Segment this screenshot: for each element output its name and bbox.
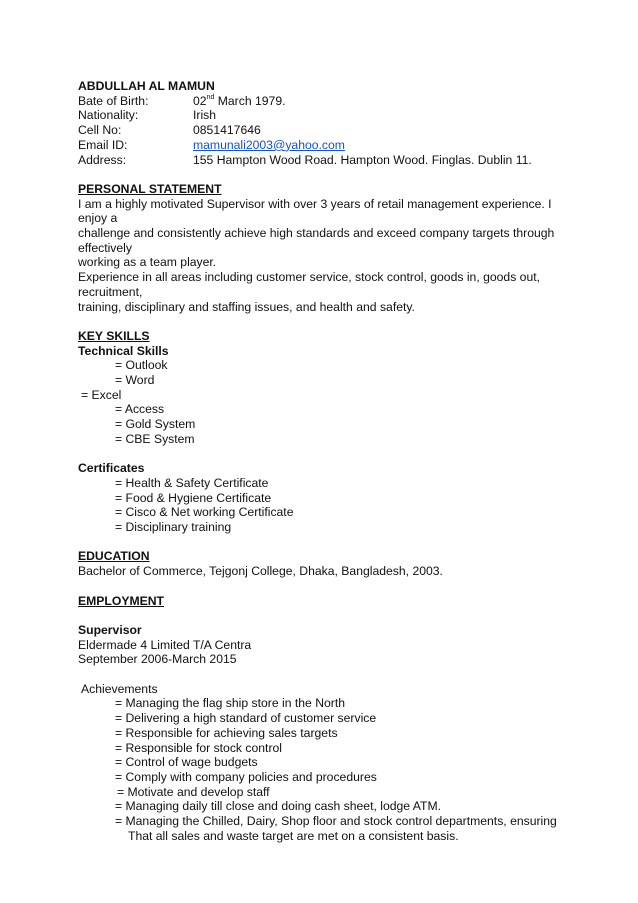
email-link[interactable]: mamunali2003@yahoo.com: [193, 137, 345, 152]
achievement-item: = Comply with company policies and procedures: [115, 769, 377, 784]
statement-line: challenge and consistently achieve high standards and exceed company targets through effectively: [78, 226, 555, 255]
achievements-heading: Achievements: [81, 681, 158, 696]
certificate-item: = Food & Hygiene Certificate: [115, 490, 272, 505]
personal-row-cell: [78, 123, 558, 138]
cell-label: Cell No:: [78, 123, 122, 138]
technical-skills-heading: Technical Skills: [78, 343, 169, 358]
key-skills-heading: KEY SKILLS: [78, 328, 150, 343]
skill-item: = Gold System: [115, 417, 196, 432]
achievement-item: = Responsible for achieving sales targets: [115, 725, 338, 740]
achievement-item: = Managing the Chilled, Dairy, Shop floor and stock control departments, ensuring: [115, 814, 557, 829]
employment-period: September 2006-March 2015: [78, 652, 237, 667]
skill-item: = CBE System: [115, 431, 195, 446]
achievement-item: = Motivate and develop staff: [117, 784, 270, 799]
achievement-item: = Delivering a high standard of customer service: [115, 711, 377, 726]
dob-label: Bate of Birth:: [78, 93, 149, 108]
skill-item: = Word: [115, 373, 155, 388]
resume-document: [78, 79, 558, 843]
address-value: 155 Hampton Wood Road. Hampton Wood. Finglas. Dublin 11.: [193, 152, 532, 167]
certificate-item: = Disciplinary training: [115, 520, 232, 535]
skill-item: = Outlook: [115, 358, 168, 373]
job-title: Supervisor: [78, 622, 142, 637]
education-line: Bachelor of Commerce, Tejgonj College, Dhaka, Bangladesh, 2003.: [78, 564, 443, 579]
achievement-item: = Managing daily till close and doing cash sheet, lodge ATM.: [115, 799, 441, 814]
education-heading: EDUCATION: [78, 549, 150, 564]
skill-item: = Access: [115, 402, 165, 417]
nationality-label: Nationality:: [78, 108, 139, 123]
statement-line: Experience in all areas including customer service, stock control, goods in, goods out, recruitment,: [78, 270, 541, 299]
email-label: Email ID:: [78, 137, 128, 152]
address-label: Address:: [78, 152, 127, 167]
personal-row-email: [78, 138, 558, 153]
certificate-item: = Cisco & Net working Certificate: [115, 505, 294, 520]
certificates-heading: Certificates: [78, 461, 145, 476]
cell-value: 0851417646: [193, 123, 261, 138]
certificate-item: = Health & Safety Certificate: [115, 475, 269, 490]
personal-row-address: [78, 153, 558, 168]
statement-line: I am a highly motivated Supervisor with over 3 years of retail management experience. I enjoy a: [78, 196, 552, 226]
achievement-continuation: That all sales and waste target are met on a consistent basis.: [128, 828, 459, 843]
statement-line: working as a team player.: [78, 255, 217, 270]
employment-heading: EMPLOYMENT: [78, 593, 164, 608]
statement-line: training, disciplinary and staffing issues, and health and safety.: [78, 299, 415, 314]
personal-row-dob: [78, 94, 558, 109]
statement-heading: PERSONAL STATEMENT: [78, 181, 222, 196]
achievement-item: = Responsible for stock control: [115, 740, 282, 755]
skill-item: = Excel: [81, 387, 122, 402]
nationality-value: Irish: [193, 108, 217, 123]
achievement-item: = Managing the flag ship store in the North: [115, 696, 346, 711]
candidate-name: ABDULLAH AL MAMUN: [78, 79, 215, 93]
personal-row-nationality: [78, 108, 558, 123]
dob-value: 02nd March 1979.: [193, 93, 286, 108]
achievement-item: = Control of wage budgets: [115, 755, 258, 770]
company-name: Eldermade 4 Limited T/A Centra: [78, 637, 252, 652]
